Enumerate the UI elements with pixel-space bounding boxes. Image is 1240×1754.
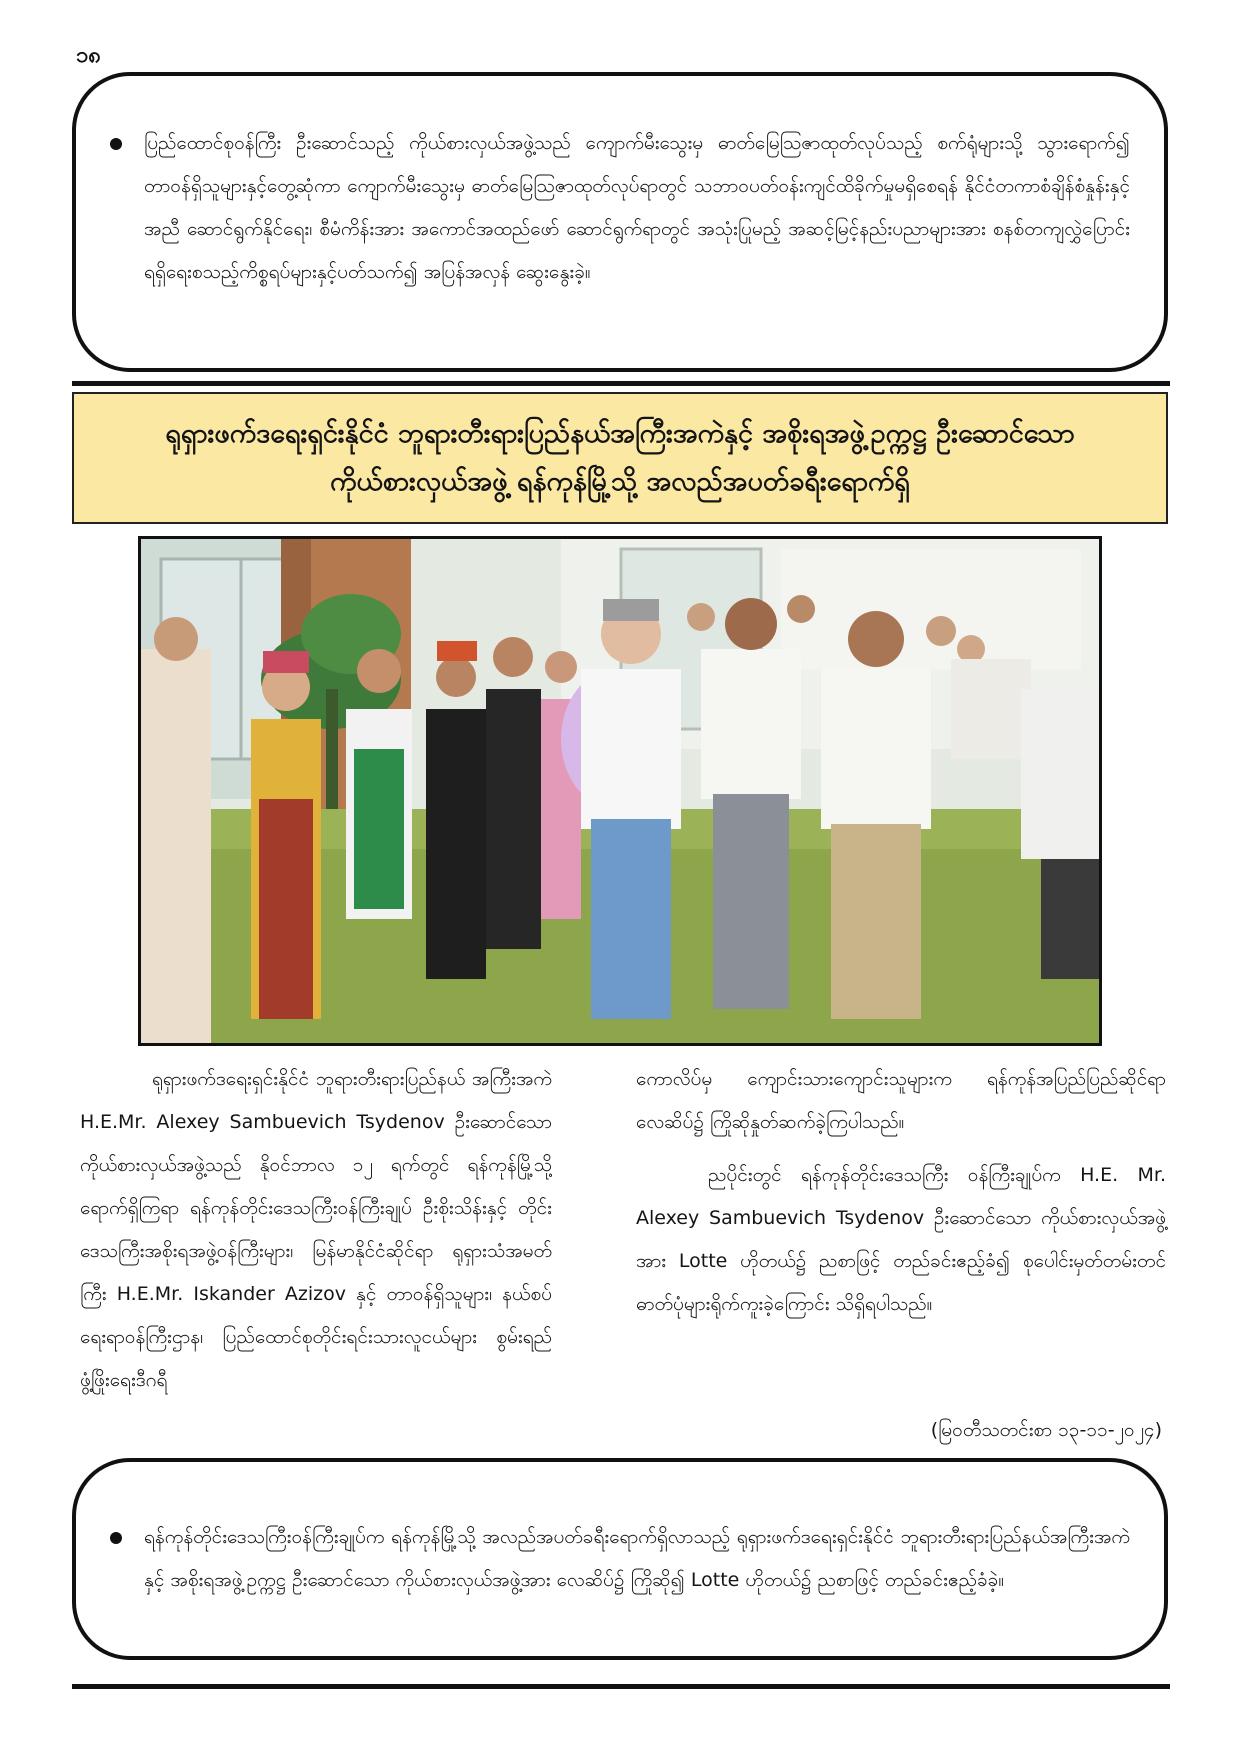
summary-text-top: ပြည်ထောင်စုဝန်ကြီး ဦးဆောင်သည့် ကိုယ်စားလှယ်အဖွဲ့သည် ကျောက်မီးသွေးမှ ဓာတ်မြေသြဇာထုတ်လုပ်သည့် စက်ရုံများသို့ သွားရောက်၍ တာဝန်ရှိသူများနှင့်တွေ့ဆုံကာ ကျောက်မီးသွေးမှ ဓာတ်မြေသြဇာထုတ်လုပ်ရာတွင် သဘာဝပတ်ဝန်းကျင်ထိခိုက်မှုမရှိစေရန် နိုင်ငံတကာစံချိန်စံနှုန်းနှင့်အညီ ဆောင်ရွက်နိုင်ရေး၊ စီမံကိန်းအား အကောင်အထည်ဖော် ဆောင်ရွက်ရာတွင် အသုံးပြုမည့် အဆင့်မြင့်နည်းပညာများအား စနစ်တကျလွှဲပြောင်းရရှိရေးစသည့်ကိစ္စရပ်များနှင့်ပတ်သက်၍ အပြန်အလှန် ဆွေးနွေးခဲ့။	[144, 132, 1130, 283]
headline-line-1: ရုရှားဖက်ဒရေးရှင်းနိုင်ငံ ဘူရားတီးရားပြည်နယ်အကြီးအကဲနှင့် အစိုးရအဖွဲ့ဥက္ကဋ္ဌ ဦးဆောင်သော	[165, 418, 1075, 449]
news-photo	[138, 536, 1102, 1046]
bullet-dot-icon	[110, 138, 122, 150]
article-paragraph-2: ကောလိပ်မှ ကျောင်းသားကျောင်းသူများက ရန်ကုန်အပြည်ပြည်ဆိုင်ရာလေဆိပ်၌ ကြိုဆိုနှုတ်ဆက်ခဲ့ကြပါသည်။	[636, 1068, 1166, 1133]
article-paragraph-3: ညပိုင်းတွင် ရန်ကုန်တိုင်းဒေသကြီး ဝန်ကြီးချုပ်က H.E. Mr. Alexey Sambuevich Tsydenov ဦးဆောင်သော ကိုယ်စားလှယ်အဖွဲ့အား Lotte ဟိုတယ်၌ ညစာဖြင့် တည်ခင်းဧည့်ခံ၍ စုပေါင်းမှတ်တမ်းတင်ဓာတ်ပုံများရိုက်ကူးခဲ့ကြောင်း သိရှိရပါသည်။	[636, 1164, 1166, 1315]
summary-box-bottom	[72, 1458, 1168, 1660]
summary-bullet-bottom	[106, 1516, 1130, 1602]
airport-welcome-photo-illustration	[141, 539, 1099, 1043]
section-divider-top	[72, 381, 1170, 386]
section-divider-bottom	[72, 1684, 1170, 1689]
headline-box	[72, 392, 1168, 524]
page-number: ၁၈	[76, 43, 101, 68]
bullet-dot-icon	[110, 1532, 122, 1544]
summary-text-bottom: ရန်ကုန်တိုင်းဒေသကြီးဝန်ကြီးချုပ်က ရန်ကုန်မြို့သို့ အလည်အပတ်ခရီးရောက်ရှိလာသည့် ရုရှားဖက်ဒရေးရှင်းနိုင်ငံ ဘူရားတီးရားပြည်နယ်အကြီးအကဲနှင့် အစိုးရအဖွဲ့ဥက္ကဋ္ဌ ဦးဆောင်သော ကိုယ်စားလှယ်အဖွဲ့အား လေဆိပ်၌ ကြိုဆို၍ Lotte ဟိုတယ်၌ ညစာဖြင့် တည်ခင်းဧည့်ခံခဲ့။	[144, 1526, 1130, 1591]
article-column-left	[80, 1058, 552, 1402]
summary-box-top	[72, 72, 1168, 372]
article-column-right	[636, 1058, 1166, 1326]
article-paragraph-1: ရုရှားဖက်ဒရေးရှင်းနိုင်ငံ ဘူရားတီးရားပြည်နယ် အကြီးအကဲ H.E.Mr. Alexey Sambuevich Tsydenov ဦးဆောင်သော ကိုယ်စားလှယ်အဖွဲ့သည် နိုဝင်ဘာလ ၁၂ ရက်တွင် ရန်ကုန်မြို့သို့ ရောက်ရှိကြရာ ရန်ကုန်တိုင်းဒေသကြီးဝန်ကြီးချုပ် ဦးစိုးသိန်းနှင့် တိုင်းဒေသကြီးအစိုးရအဖွဲ့ဝန်ကြီးများ၊ မြန်မာနိုင်ငံဆိုင်ရာ ရုရှားသံအမတ်ကြီး H.E.Mr. Iskander Azizov နှင့် တာဝန်ရှိသူများ၊ နယ်စပ်ရေးရာဝန်ကြီးဌာန၊ ပြည်ထောင်စုတိုင်းရင်းသားလူငယ်များ စွမ်းရည်ဖွံ့ဖြိုးရေးဒီဂရီ	[80, 1068, 552, 1391]
headline-line-2: ကိုယ်စားလှယ်အဖွဲ့ ရန်ကုန်မြို့သို့ အလည်အပတ်ခရီးရောက်ရှိ	[330, 466, 910, 497]
article-source: (မြဝတီသတင်းစာ ၁၃-၁၁-၂၀၂၄)	[930, 1419, 1162, 1441]
article-headline	[165, 410, 1074, 506]
summary-bullet-top	[106, 122, 1130, 294]
